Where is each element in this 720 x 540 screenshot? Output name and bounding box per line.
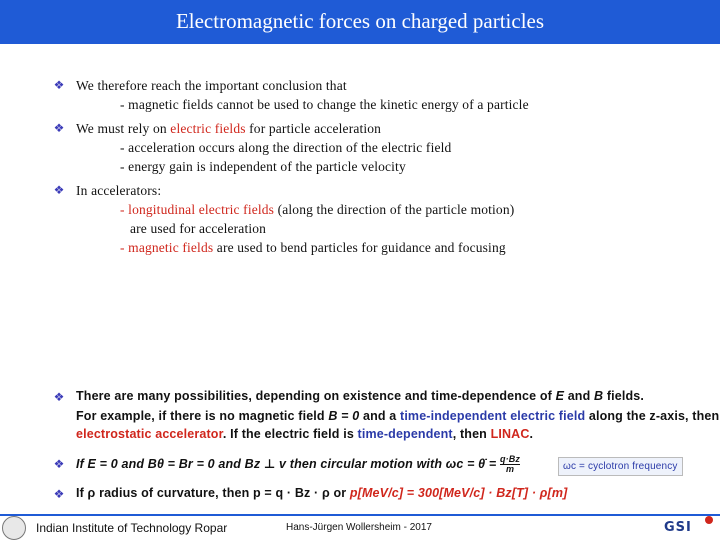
b1-text: There are many possibilities, depending on existence and time-dependence of	[76, 389, 552, 403]
gsi-logo: GSI	[664, 520, 692, 535]
diamond-bullet-icon: ❖	[53, 183, 65, 197]
b1-line2b: and a	[362, 409, 397, 423]
bullet-3-line-3: are used for acceleration	[130, 221, 267, 236]
slide-title: Electromagnetic forces on charged particles	[175, 9, 545, 33]
bullet-2-text-a: We must rely on	[76, 121, 171, 136]
bullet-3-highlight-magnetic: - magnetic fields	[120, 240, 214, 255]
bullet-2-highlight: electric fields	[170, 121, 246, 136]
electric-field-label: electric field	[510, 409, 586, 423]
bullet-2-line-1	[76, 120, 381, 137]
linac-label: LINAC	[490, 427, 530, 441]
b2-text: If E = 0 and Bθ = Br = 0 and Bz ⊥ v then circular motion with ωc = θ̇ =	[76, 456, 497, 471]
cyclotron-note: ωc = cyclotron frequency	[558, 457, 683, 476]
bullet-2-line-3: - energy gain is independent of the particle velocity	[120, 159, 406, 174]
b1-line2c: along the z-axis, then	[588, 409, 720, 423]
bottom-bullet-1-line-2	[76, 408, 719, 425]
vector-b: B	[594, 389, 604, 403]
momentum-formula: p[MeV/c] = 300[MeV/c] · Bz[T] · ρ[m]	[349, 486, 568, 500]
institute-logo-icon	[2, 516, 26, 540]
diamond-bullet-icon: ❖	[53, 487, 65, 501]
bullet-3-line-2	[120, 201, 514, 218]
b2-frac-den: m	[505, 464, 515, 474]
b1-line3d: .	[529, 427, 534, 441]
footer-rule	[0, 514, 720, 516]
b1-fields: fields.	[606, 389, 644, 403]
bullet-2-line-2: - acceleration occurs along the direction of the electric field	[120, 140, 452, 155]
bullet-1-line-2: - magnetic fields cannot be used to change the kinetic energy of a particle	[120, 97, 529, 112]
electrostatic-accelerator-label: electrostatic accelerator	[76, 427, 223, 441]
bullet-3-line-4	[120, 239, 506, 256]
time-independent-label: time-independent	[400, 409, 507, 423]
gsi-logo-dot-icon	[705, 516, 713, 524]
bullet-2-text-b: for particle acceleration	[245, 121, 382, 136]
bottom-bullet-2	[76, 455, 520, 474]
b1-and: and	[567, 389, 591, 403]
bottom-bullet-3	[76, 485, 567, 502]
b2-frac-num: q·Bz	[499, 454, 521, 464]
footer-institute: Indian Institute of Technology Ropar	[36, 521, 228, 535]
b1-line3b: . If the electric field is	[222, 427, 354, 441]
b3-text: If ρ radius of curvature, then p = q · Bz · ρ or	[76, 486, 347, 500]
bullet-1-line-1: We therefore reach the important conclusion that	[76, 78, 347, 93]
diamond-bullet-icon: ❖	[53, 121, 65, 135]
time-dependent-label: time-dependent	[357, 427, 453, 441]
bullet-3-line-1: In accelerators:	[76, 183, 162, 198]
diamond-bullet-icon: ❖	[53, 457, 65, 471]
bottom-bullet-1-line-1	[76, 388, 644, 405]
b1-line2a: For example, if there is no magnetic field	[76, 409, 325, 423]
diamond-bullet-icon: ❖	[53, 78, 65, 92]
b-equals-zero: B = 0	[328, 409, 360, 423]
bullet-3-text-a: (along the direction of the particle motion)	[274, 202, 515, 217]
diamond-bullet-icon: ❖	[53, 390, 65, 404]
bottom-bullet-1-line-3	[76, 426, 533, 443]
bullet-3-text-b: are used to bend particles for guidance and focusing	[213, 240, 506, 255]
bullet-3-highlight-electric: - longitudinal electric fields	[120, 202, 275, 217]
title-bar	[0, 0, 720, 44]
b1-line3c: , then	[452, 427, 487, 441]
vector-e: E	[555, 389, 565, 403]
footer-author: Hans-Jürgen Wollersheim - 2017	[286, 522, 432, 533]
